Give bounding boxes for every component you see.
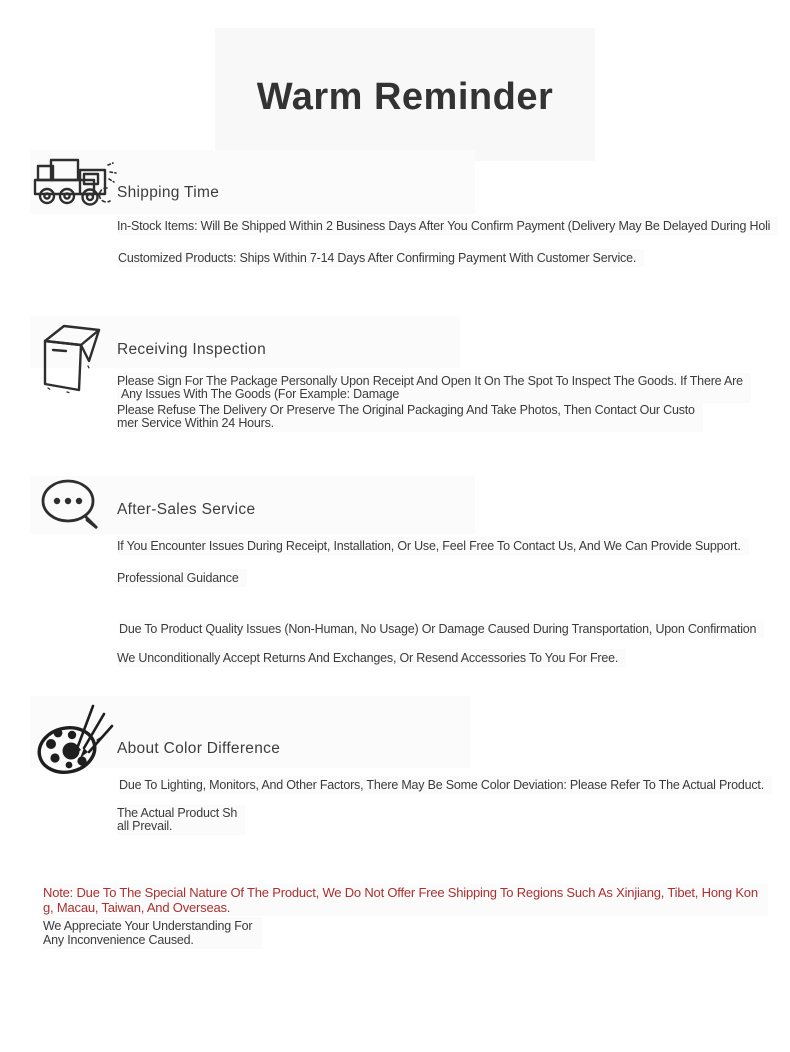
- chat-bubble-icon: [40, 478, 100, 534]
- note-gray-line-2: Any Inconvenience Caused.: [43, 933, 194, 947]
- shipping-heading: Shipping Time: [117, 183, 309, 203]
- understanding-note: [43, 917, 262, 949]
- aftersales-line-4: We Unconditionally Accept Returns And Exchanges, Or Resend Accessories To You For Free.: [117, 649, 626, 667]
- color-difference-wrap: [117, 805, 245, 835]
- paint-palette-icon: [36, 698, 116, 776]
- color-difference-line-1: Due To Lighting, Monitors, And Other Factors, There May Be Some Color Deviation: Please Refer To The Actual Product.: [119, 776, 772, 794]
- aftersales-line-2: Professional Guidance: [117, 569, 247, 587]
- color-difference-line-3: all Prevail.: [117, 819, 173, 833]
- shipping-line-1: In-Stock Items: Will Be Shipped Within 2 Business Days After You Confirm Payment (Delivery May Be Delayed During Holi: [117, 217, 778, 235]
- color-difference-line-2: The Actual Product Sh: [117, 806, 238, 820]
- shipping-restriction-note: [43, 884, 768, 916]
- aftersales-line-1: If You Encounter Issues During Receipt, Installation, Or Use, Feel Free To Contact Us, And We Can Provide Support.: [117, 537, 749, 555]
- truck-icon: [33, 157, 119, 207]
- package-box-icon: [38, 321, 104, 397]
- shipping-line-2: Customized Products: Ships Within 7-14 Days After Confirming Payment With Customer Service.: [118, 249, 644, 267]
- note-red-line-1: Note: Due To The Special Nature Of The Product, We Do Not Offer Free Shipping To Regions Such As Xinjiang, Tibet, Hong Kon: [43, 885, 758, 900]
- inspection-paragraph-1: [117, 373, 751, 403]
- color-difference-heading: About Color Difference: [117, 739, 340, 759]
- inspection-paragraph-2: [117, 402, 703, 432]
- aftersales-heading: After-Sales Service: [117, 500, 335, 520]
- page-title: Warm Reminder: [256, 76, 554, 118]
- inspection-para1-line2: Any Issues With The Goods (For Example: Damage: [121, 387, 400, 401]
- inspection-para2-line1: Please Refuse The Delivery Or Preserve The Original Packaging And Take Photos, Then Contact Our Custo: [117, 403, 695, 417]
- inspection-heading: Receiving Inspection: [117, 340, 336, 360]
- note-gray-line-1: We Appreciate Your Understanding For: [43, 919, 253, 933]
- inspection-para2-line2: mer Service Within 24 Hours.: [117, 416, 274, 430]
- aftersales-line-3: Due To Product Quality Issues (Non-Human, No Usage) Or Damage Caused During Transportation, Upon Confirmation: [119, 620, 764, 638]
- inspection-para1-line1: Please Sign For The Package Personally Upon Receipt And Open It On The Spot To Inspect The Goods. If There Are: [117, 374, 743, 388]
- note-red-line-2: g, Macau, Taiwan, And Overseas.: [43, 899, 231, 915]
